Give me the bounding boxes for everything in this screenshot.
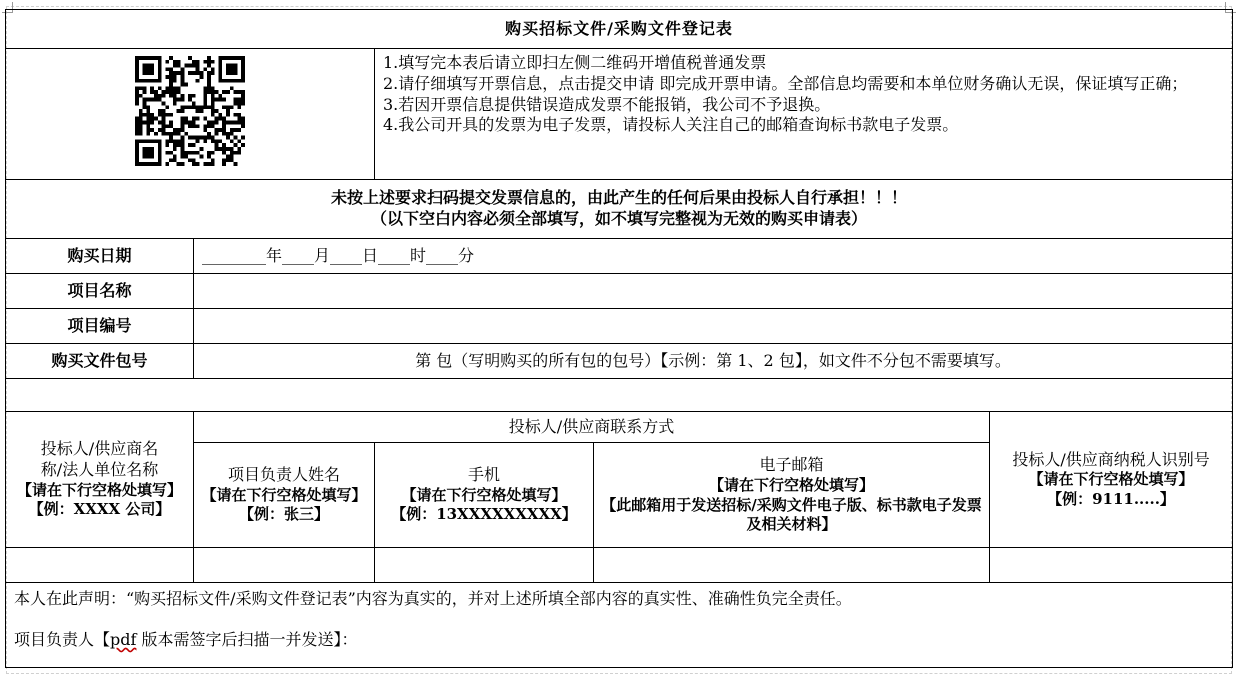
signature-pdf-word: pdf <box>110 629 137 649</box>
package-number-field[interactable]: 第 包（写明购买的所有包的包号）【示例：第 1、2 包】，如文件不分包不需要填写。 <box>194 344 1233 379</box>
declaration-cell <box>6 583 1233 668</box>
project-name-label: 项目名称 <box>6 274 194 309</box>
purchase-date-label: 购买日期 <box>6 239 194 274</box>
signature-suffix: 版本需签字后扫描一并发送】： <box>136 629 358 649</box>
warning-line: 未按上述要求扫码提交发票信息的，由此产生的任何后果由投标人自行承担！！！ <box>331 188 908 208</box>
qr-code-icon[interactable] <box>135 56 245 166</box>
tax-id-input[interactable] <box>990 548 1233 583</box>
bidder-name-label: 称/法人单位名称 <box>40 460 159 479</box>
qr-code-cell <box>6 49 375 180</box>
project-name-field[interactable] <box>194 274 1233 309</box>
warning-notice <box>6 180 1233 239</box>
tax-id-example: 【例：9111.....】 <box>1047 489 1175 508</box>
manager-name-label: 项目负责人姓名 <box>227 465 340 485</box>
email-hint: 【请在下行空格处填写】 <box>708 476 874 495</box>
project-number-label: 项目编号 <box>6 309 194 344</box>
project-number-field[interactable] <box>194 309 1233 344</box>
instruction-line: 2.请仔细填写开票信息，点击提交申请 即完成开票申请。全部信息均需要和本单位财务确认无误，保证填写正确； <box>383 73 1188 93</box>
phone-example: 【例：13XXXXXXXXX】 <box>391 505 577 524</box>
instruction-line: 1.填写完本表后请立即扫左侧二维码开增值税普通发票 <box>383 53 767 72</box>
bidder-name-input[interactable] <box>6 548 194 583</box>
tax-id-header <box>990 412 1233 548</box>
phone-header <box>375 443 594 548</box>
purchase-date-field[interactable]: ________年____月____日____时____分 <box>194 239 1233 274</box>
phone-input[interactable] <box>375 548 594 583</box>
signature-line[interactable] <box>14 630 1224 651</box>
email-header <box>594 443 990 548</box>
bidder-name-example: 【例：XXXX 公司】 <box>28 500 171 519</box>
instruction-line: 3.若因开票信息提供错误造成发票不能报销，我公司不予退换。 <box>383 94 831 114</box>
manager-name-header <box>194 443 375 548</box>
invoice-instructions <box>375 49 1233 180</box>
registration-form-table <box>5 9 1233 668</box>
declaration-text: 本人在此声明：“购买招标文件/采购文件登记表”内容为真实的，并对上述所填全部内容的真实性、准确性负完全责任。 <box>14 589 852 608</box>
instruction-line: 4.我公司开具的发票为电子发票，请投标人关注自己的邮箱查询标书款电子发票。 <box>383 115 959 135</box>
email-input[interactable] <box>594 548 990 583</box>
manager-name-hint: 【请在下行空格处填写】 <box>201 485 367 504</box>
tax-id-hint: 【请在下行空格处填写】 <box>1028 470 1194 489</box>
form-title: 购买招标文件/采购文件登记表 <box>6 10 1233 49</box>
package-number-label: 购买文件包号 <box>6 344 194 379</box>
bidder-name-header <box>6 412 194 548</box>
spacer-row <box>6 379 1233 412</box>
email-label: 电子邮箱 <box>759 455 824 475</box>
signature-prefix: 项目负责人【 <box>14 629 111 649</box>
phone-label: 手机 <box>467 465 500 485</box>
contact-group-header: 投标人/供应商联系方式 <box>194 412 990 443</box>
email-note: 【此邮箱用于发送招标/采购文件电子版、标书款电子发票及相关材料】 <box>601 495 982 534</box>
tax-id-label: 投标人/供应商纳税人识别号 <box>1012 449 1210 469</box>
bidder-name-label: 投标人/供应商名 <box>40 439 159 459</box>
manager-name-example: 【例：张三】 <box>238 505 329 524</box>
bidder-name-hint: 【请在下行空格处填写】 <box>16 480 182 499</box>
manager-name-input[interactable] <box>194 548 375 583</box>
warning-line: （以下空白内容必须全部填写，如不填写完整视为无效的购买申请表） <box>371 209 868 228</box>
phone-hint: 【请在下行空格处填写】 <box>401 485 567 504</box>
